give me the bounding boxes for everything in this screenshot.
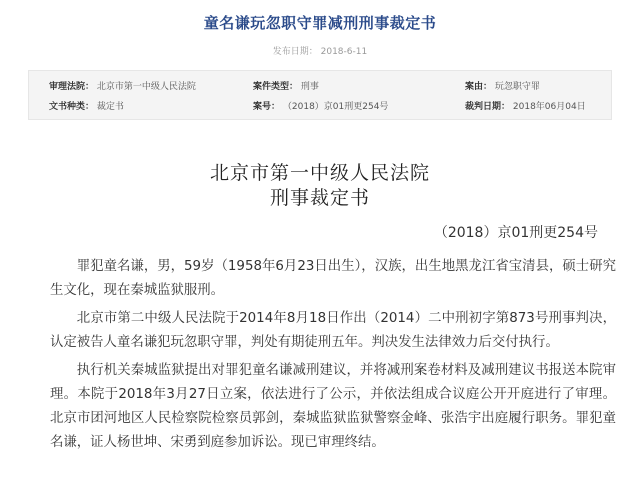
court-name-heading: 北京市第一中级人民法院 — [209, 162, 430, 184]
case-number: （2018）京01刑更254号 — [433, 225, 598, 241]
body-paragraph: 罪犯童名谦，男，59岁（1958年6月23日出生），汉族，出生地黑龙江省宝清县，硕士研究生文化，现在秦城监狱服刑。 — [50, 259, 616, 298]
cause-label: 案由： — [465, 82, 493, 92]
case-no-field — [253, 97, 388, 117]
cause-field — [465, 77, 540, 97]
publish-date: 发布日期： 2018-6-11 — [272, 47, 368, 57]
case-type-label: 案件类型： — [253, 82, 299, 92]
case-type-value: 刑事 — [300, 82, 319, 92]
document-body — [50, 255, 616, 459]
body-paragraph: 北京市第二中级人民法院于2014年8月18日作出（2014）二中刑初字第873号刑事判决，认定被告人童名谦犯玩忽职守罪，判处有期徒刑五年。判决发生法律效力后交付执行。 — [50, 311, 616, 350]
case-info-row — [29, 77, 613, 97]
court-label: 审理法院： — [49, 82, 95, 92]
judge-date-field — [465, 97, 586, 117]
case-no-label: 案号： — [253, 102, 281, 112]
judge-date-value: 2018年06月04日 — [512, 102, 586, 112]
doc-type-label: 文书种类： — [49, 102, 95, 112]
doc-type-field — [49, 97, 124, 117]
doc-type-value: 裁定书 — [96, 102, 124, 112]
court-value: 北京市第一中级人民法院 — [96, 82, 196, 92]
page-title: 童名谦玩忽职守罪减刑刑事裁定书 — [203, 14, 437, 32]
body-paragraph: 执行机关秦城监狱提出对罪犯童名谦减刑建议，并将减刑案卷材料及减刑建议书报送本院审理。本院于2018年3月27日立案，依法进行了公示，并依法组成合议庭公开开庭进行了审理。北京市团河地区人民检察院检察员郭剑，秦城监狱监狱警察金峰、张浩宇出庭履行职务。罪犯童名谦，证人杨世坤、宋勇到庭参加诉讼。现已审理终结。 — [50, 363, 616, 450]
court-field — [49, 77, 196, 97]
case-type-field — [253, 77, 319, 97]
case-info-row — [29, 97, 613, 117]
judge-date-label: 裁判日期： — [465, 102, 511, 112]
case-no-value: （2018）京01刑更254号 — [282, 102, 389, 112]
cause-value: 玩忽职守罪 — [494, 82, 540, 92]
document-type-heading: 刑事裁定书 — [269, 187, 370, 209]
case-info-panel — [28, 70, 612, 120]
